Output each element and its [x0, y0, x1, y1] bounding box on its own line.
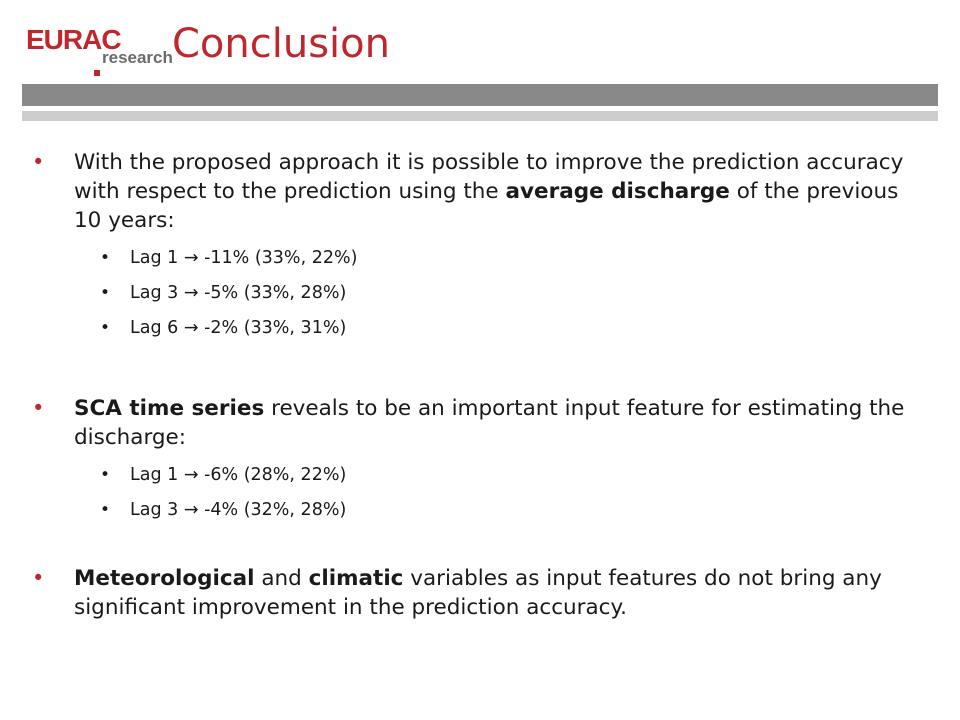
sub-bullet-icon: •: [100, 283, 111, 303]
sub-bullet-icon: •: [100, 318, 111, 338]
bullet-icon: •: [32, 396, 45, 420]
bullet-text: of the previous 10 years:: [74, 179, 899, 233]
sub-item: [30, 241, 930, 276]
sub-bullet-icon: •: [100, 465, 111, 485]
slide-title: Conclusion: [172, 21, 390, 67]
bullet-icon: •: [32, 566, 45, 590]
header-divider-bar-light: [22, 111, 938, 121]
sub-item-text: Lag 3 → -4% (32%, 28%): [130, 500, 347, 520]
bullet-text: reveals to be an important input feature for estimating the discharge:: [74, 396, 905, 450]
bullet-item-sca: [30, 394, 930, 452]
sub-item: [30, 458, 930, 493]
slide-content: [30, 148, 930, 622]
sub-bullet-icon: •: [100, 248, 111, 268]
bullet-text: variables as input features do not bring any significant improvement in the prediction accuracy.: [74, 566, 882, 620]
bullet-text: With the proposed approach it is possible to improve the prediction accuracy with respect to the prediction using the: [74, 150, 904, 204]
bullet-emphasis: climatic: [308, 566, 404, 591]
header-divider-bar: [22, 84, 938, 106]
spacer: [30, 528, 930, 564]
sub-item: [30, 311, 930, 346]
sub-item-text: Lag 3 → -5% (33%, 28%): [130, 283, 347, 303]
spacer: [30, 346, 930, 394]
sub-item-text: Lag 6 → -2% (33%, 31%): [130, 318, 347, 338]
sub-list-sca: [30, 458, 930, 528]
bullet-emphasis: SCA time series: [74, 396, 265, 421]
eurac-logo: [26, 24, 173, 67]
bullet-text: and: [254, 566, 309, 591]
sub-list-approach: [30, 241, 930, 346]
logo-dot: [94, 70, 100, 76]
sub-item-text: Lag 1 → -11% (33%, 22%): [130, 248, 358, 268]
sub-item-text: Lag 1 → -6% (28%, 22%): [130, 465, 347, 485]
bullet-item-meteorological: [30, 564, 930, 622]
bullet-icon: •: [32, 150, 45, 174]
sub-bullet-icon: •: [100, 500, 111, 520]
logo-brand-text: EURAC: [26, 24, 121, 55]
bullet-emphasis: average discharge: [505, 179, 730, 204]
sub-item: [30, 493, 930, 528]
bullet-item-approach: [30, 148, 930, 235]
bullet-emphasis: Meteorological: [74, 566, 255, 591]
logo-sub-text: research: [102, 48, 173, 67]
sub-item: [30, 276, 930, 311]
